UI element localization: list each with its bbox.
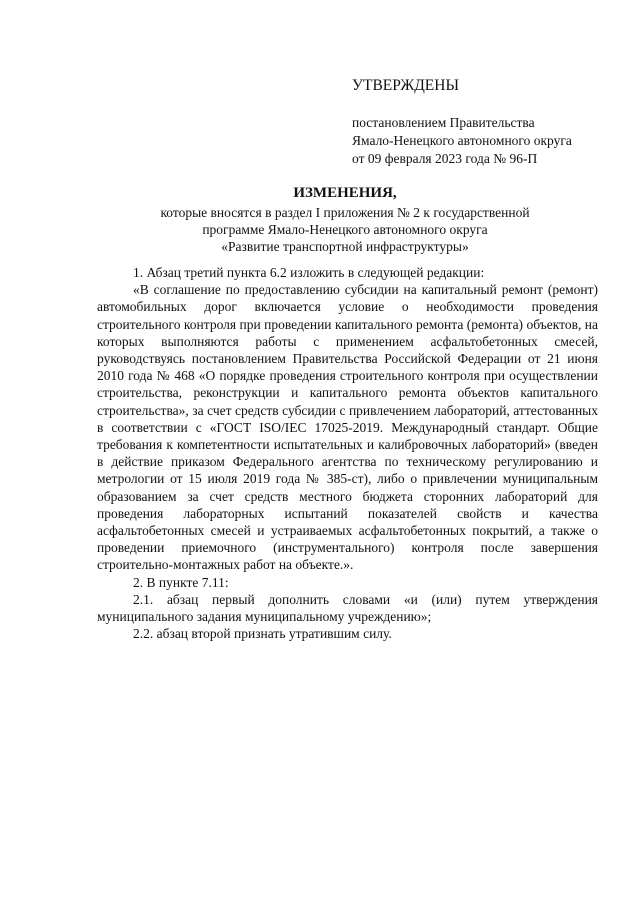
body-paragraph: 2. В пункте 7.11:: [133, 574, 229, 590]
document-subtitle-line: «Развитие транспортной инфраструктуры»: [221, 239, 469, 254]
body-paragraph: 1. Абзац третий пункта 6.2 изложить в следующей редакции:: [133, 265, 485, 280]
approval-line: постановлением Правительства: [352, 115, 535, 130]
approval-line: от 09 февраля 2023 года № 96-П: [352, 151, 538, 166]
document-heading: [90, 183, 600, 255]
document-title: ИЗМЕНЕНИЯ,: [293, 185, 397, 201]
approval-block: [352, 76, 612, 168]
body-paragraph: 2.2. абзац второй признать утратившим силу.: [133, 626, 392, 642]
body-paragraph: «В соглашение по предоставлению субсидии на капитальный ремонт (ремонт) автомобильных дорог включается условие о необходимости проведения строительного контроля при проведении капитального ремонта (ремонта) объектов, на которых выполняются работы с применением асфальтобетонных смесей, руководствуясь постановлением Правительства Российской Федерации от 21 июня 2010 года № 468 «О порядке проведения строительного контроля при осуществлении строительства, реконструкции и капитального ремонта объектов капитального строительства», за счет средств субсидии с привлечением лабораторий, аттестованных в соответствии с «ГОСТ ISO/IEC 17025-2019. Международный стандарт. Общие требования к компетентности испытательных и калибровочных лабораторий» (введен в действие приказом Федерального агентства по техническому регулированию и метрологии от 15 июля 2019 года № 385-ст), либо о привлечении муниципальным образованием за счет средств местного бюджета сторонних лабораторий для проведения лабораторных испытаний показателей свойств и качества асфальтобетонных смесей и устраиваемых асфальтобетонных покрытий, а также о проведении приемочного (инструментального) контроля после завершения строительно-монтажных работ на объекте.».: [97, 282, 598, 573]
approval-line: Ямало-Ненецкого автономного округа: [352, 133, 572, 148]
document-body: [97, 264, 598, 642]
document-subtitle-line: которые вносятся в раздел I приложения № 2 к государственной: [160, 205, 530, 220]
body-paragraph: 2.1. абзац первый дополнить словами «и (или) путем утверждения муниципального задания муниципальному учреждению»;: [97, 591, 598, 625]
document-subtitle-line: программе Ямало-Ненецкого автономного округа: [202, 222, 488, 237]
approval-title: УТВЕРЖДЕНЫ: [352, 77, 459, 94]
